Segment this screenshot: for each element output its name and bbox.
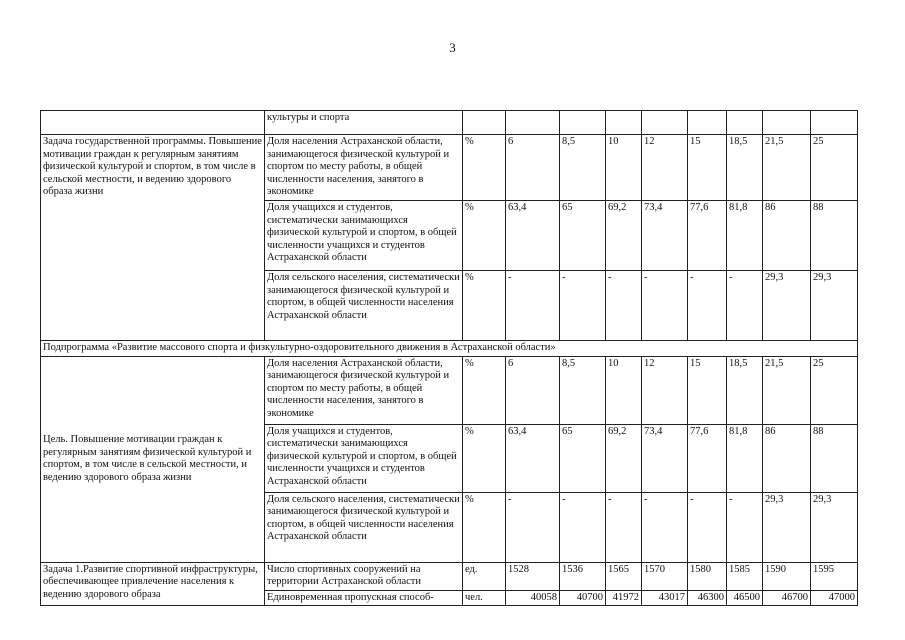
value-cell: - — [606, 492, 642, 562]
indicator-cell: Доля населения Астраханской области, занимающегося физической культурой и спортом по месту работы, в общей численности населения, занятого в экономике — [265, 356, 463, 424]
indicator-cell: Доля сельского населения, систематически занимающегося физической культурой и спортом, в общей численности населения Астраханской области — [265, 492, 463, 562]
value-cell: 41972 — [606, 590, 642, 606]
task-cell: Задача государственной программы. Повышение мотивации граждан к регулярным занятиям физической культурой и спортом, в том числе в сельской местности, и ведению здорового образа жизни — [41, 135, 265, 341]
value-cell: - — [506, 271, 560, 341]
value-cell: - — [560, 492, 606, 562]
value-cell: 29,3 — [811, 492, 858, 562]
value-cell: 40700 — [560, 590, 606, 606]
page-number: 3 — [449, 40, 456, 55]
value-cell: 10 — [606, 135, 642, 201]
value-cell: 43017 — [642, 590, 688, 606]
value-cell — [642, 111, 688, 135]
unit-cell: чел. — [463, 590, 506, 606]
indicator-cell: культуры и спорта — [265, 111, 463, 135]
value-cell: 1595 — [811, 562, 858, 590]
unit-cell — [463, 111, 506, 135]
value-cell: 29,3 — [763, 271, 811, 341]
value-cell: 1585 — [727, 562, 763, 590]
indicator-cell: Доля учащихся и студентов, систематически занимающихся физической культурой и спортом, в общей численности учащихся и студентов Астраханской области — [265, 424, 463, 492]
value-cell: - — [642, 271, 688, 341]
value-cell: 29,3 — [811, 271, 858, 341]
value-cell — [560, 111, 606, 135]
value-cell: - — [727, 492, 763, 562]
value-cell: 46500 — [727, 590, 763, 606]
unit-cell: % — [463, 201, 506, 271]
value-cell: 6 — [506, 135, 560, 201]
value-cell: 77,6 — [688, 201, 727, 271]
value-cell: 1536 — [560, 562, 606, 590]
value-cell: 1528 — [506, 562, 560, 590]
value-cell: 63,4 — [506, 201, 560, 271]
value-cell: 10 — [606, 356, 642, 424]
value-cell: - — [560, 271, 606, 341]
value-cell: 25 — [811, 356, 858, 424]
value-cell: 46300 — [688, 590, 727, 606]
value-cell: 6 — [506, 356, 560, 424]
value-cell — [688, 111, 727, 135]
value-cell: 12 — [642, 135, 688, 201]
value-cell: - — [606, 271, 642, 341]
indicators-table — [40, 110, 858, 606]
value-cell: 15 — [688, 356, 727, 424]
value-cell: 29,3 — [763, 492, 811, 562]
value-cell: 12 — [642, 356, 688, 424]
indicator-cell: Доля сельского населения, систематически занимающегося физической культурой и спортом, в общей численности населения Астраханской области — [265, 271, 463, 341]
table-row — [41, 562, 858, 590]
value-cell: 15 — [688, 135, 727, 201]
value-cell: 81,8 — [727, 201, 763, 271]
unit-cell: % — [463, 135, 506, 201]
value-cell: 73,4 — [642, 424, 688, 492]
table-row — [41, 135, 858, 201]
table-row — [41, 111, 858, 135]
value-cell: - — [688, 271, 727, 341]
value-cell: 25 — [811, 135, 858, 201]
value-cell: 1565 — [606, 562, 642, 590]
value-cell: 63,4 — [506, 424, 560, 492]
value-cell: 86 — [763, 424, 811, 492]
value-cell: - — [506, 492, 560, 562]
value-cell — [606, 111, 642, 135]
value-cell: 46700 — [763, 590, 811, 606]
value-cell: 69,2 — [606, 424, 642, 492]
task-cell — [41, 111, 265, 135]
value-cell: 1580 — [688, 562, 727, 590]
indicator-cell: Доля населения Астраханской области, занимающегося физической культурой и спортом по месту работы, в общей численности населения, занятого в экономике — [265, 135, 463, 201]
task-cell: Задача 1.Развитие спортивной инфраструктуры, обеспечивающее привлечение населения к ведению здорового образа — [41, 562, 265, 606]
value-cell: 69,2 — [606, 201, 642, 271]
value-cell: 21,5 — [763, 135, 811, 201]
value-cell — [811, 111, 858, 135]
value-cell — [727, 111, 763, 135]
unit-cell: % — [463, 271, 506, 341]
task-cell: Цель. Повышение мотивации граждан к регулярным занятиям физической культурой и спортом, в том числе в сельской местности, и ведению здорового образа жизни — [41, 356, 265, 562]
value-cell: 40058 — [506, 590, 560, 606]
indicator-cell: Единовременная пропускная способ- — [265, 590, 463, 606]
unit-cell: ед. — [463, 562, 506, 590]
table-row — [41, 356, 858, 424]
value-cell: 77,6 — [688, 424, 727, 492]
value-cell: 1570 — [642, 562, 688, 590]
value-cell: 88 — [811, 201, 858, 271]
value-cell: - — [688, 492, 727, 562]
value-cell: 8,5 — [560, 356, 606, 424]
value-cell: 18,5 — [727, 135, 763, 201]
value-cell: - — [727, 271, 763, 341]
value-cell: 65 — [560, 424, 606, 492]
indicator-cell: Число спортивных сооружений на территории Астраханской области — [265, 562, 463, 590]
value-cell: - — [642, 492, 688, 562]
value-cell: 65 — [560, 201, 606, 271]
value-cell: 73,4 — [642, 201, 688, 271]
value-cell: 86 — [763, 201, 811, 271]
value-cell: 21,5 — [763, 356, 811, 424]
value-cell: 18,5 — [727, 356, 763, 424]
subprogram-title: Подпрограмма «Развитие массового спорта и физкультурно-оздоровительного движения в Астраханской области» — [41, 341, 858, 357]
unit-cell: % — [463, 424, 506, 492]
value-cell: 81,8 — [727, 424, 763, 492]
value-cell: 8,5 — [560, 135, 606, 201]
unit-cell: % — [463, 492, 506, 562]
value-cell — [763, 111, 811, 135]
table-row — [41, 341, 858, 357]
indicator-cell: Доля учащихся и студентов, систематически занимающихся физической культурой и спортом, в общей численности учащихся и студентов Астраханской области — [265, 201, 463, 271]
value-cell: 88 — [811, 424, 858, 492]
value-cell: 47000 — [811, 590, 858, 606]
value-cell — [506, 111, 560, 135]
value-cell: 1590 — [763, 562, 811, 590]
unit-cell: % — [463, 356, 506, 424]
